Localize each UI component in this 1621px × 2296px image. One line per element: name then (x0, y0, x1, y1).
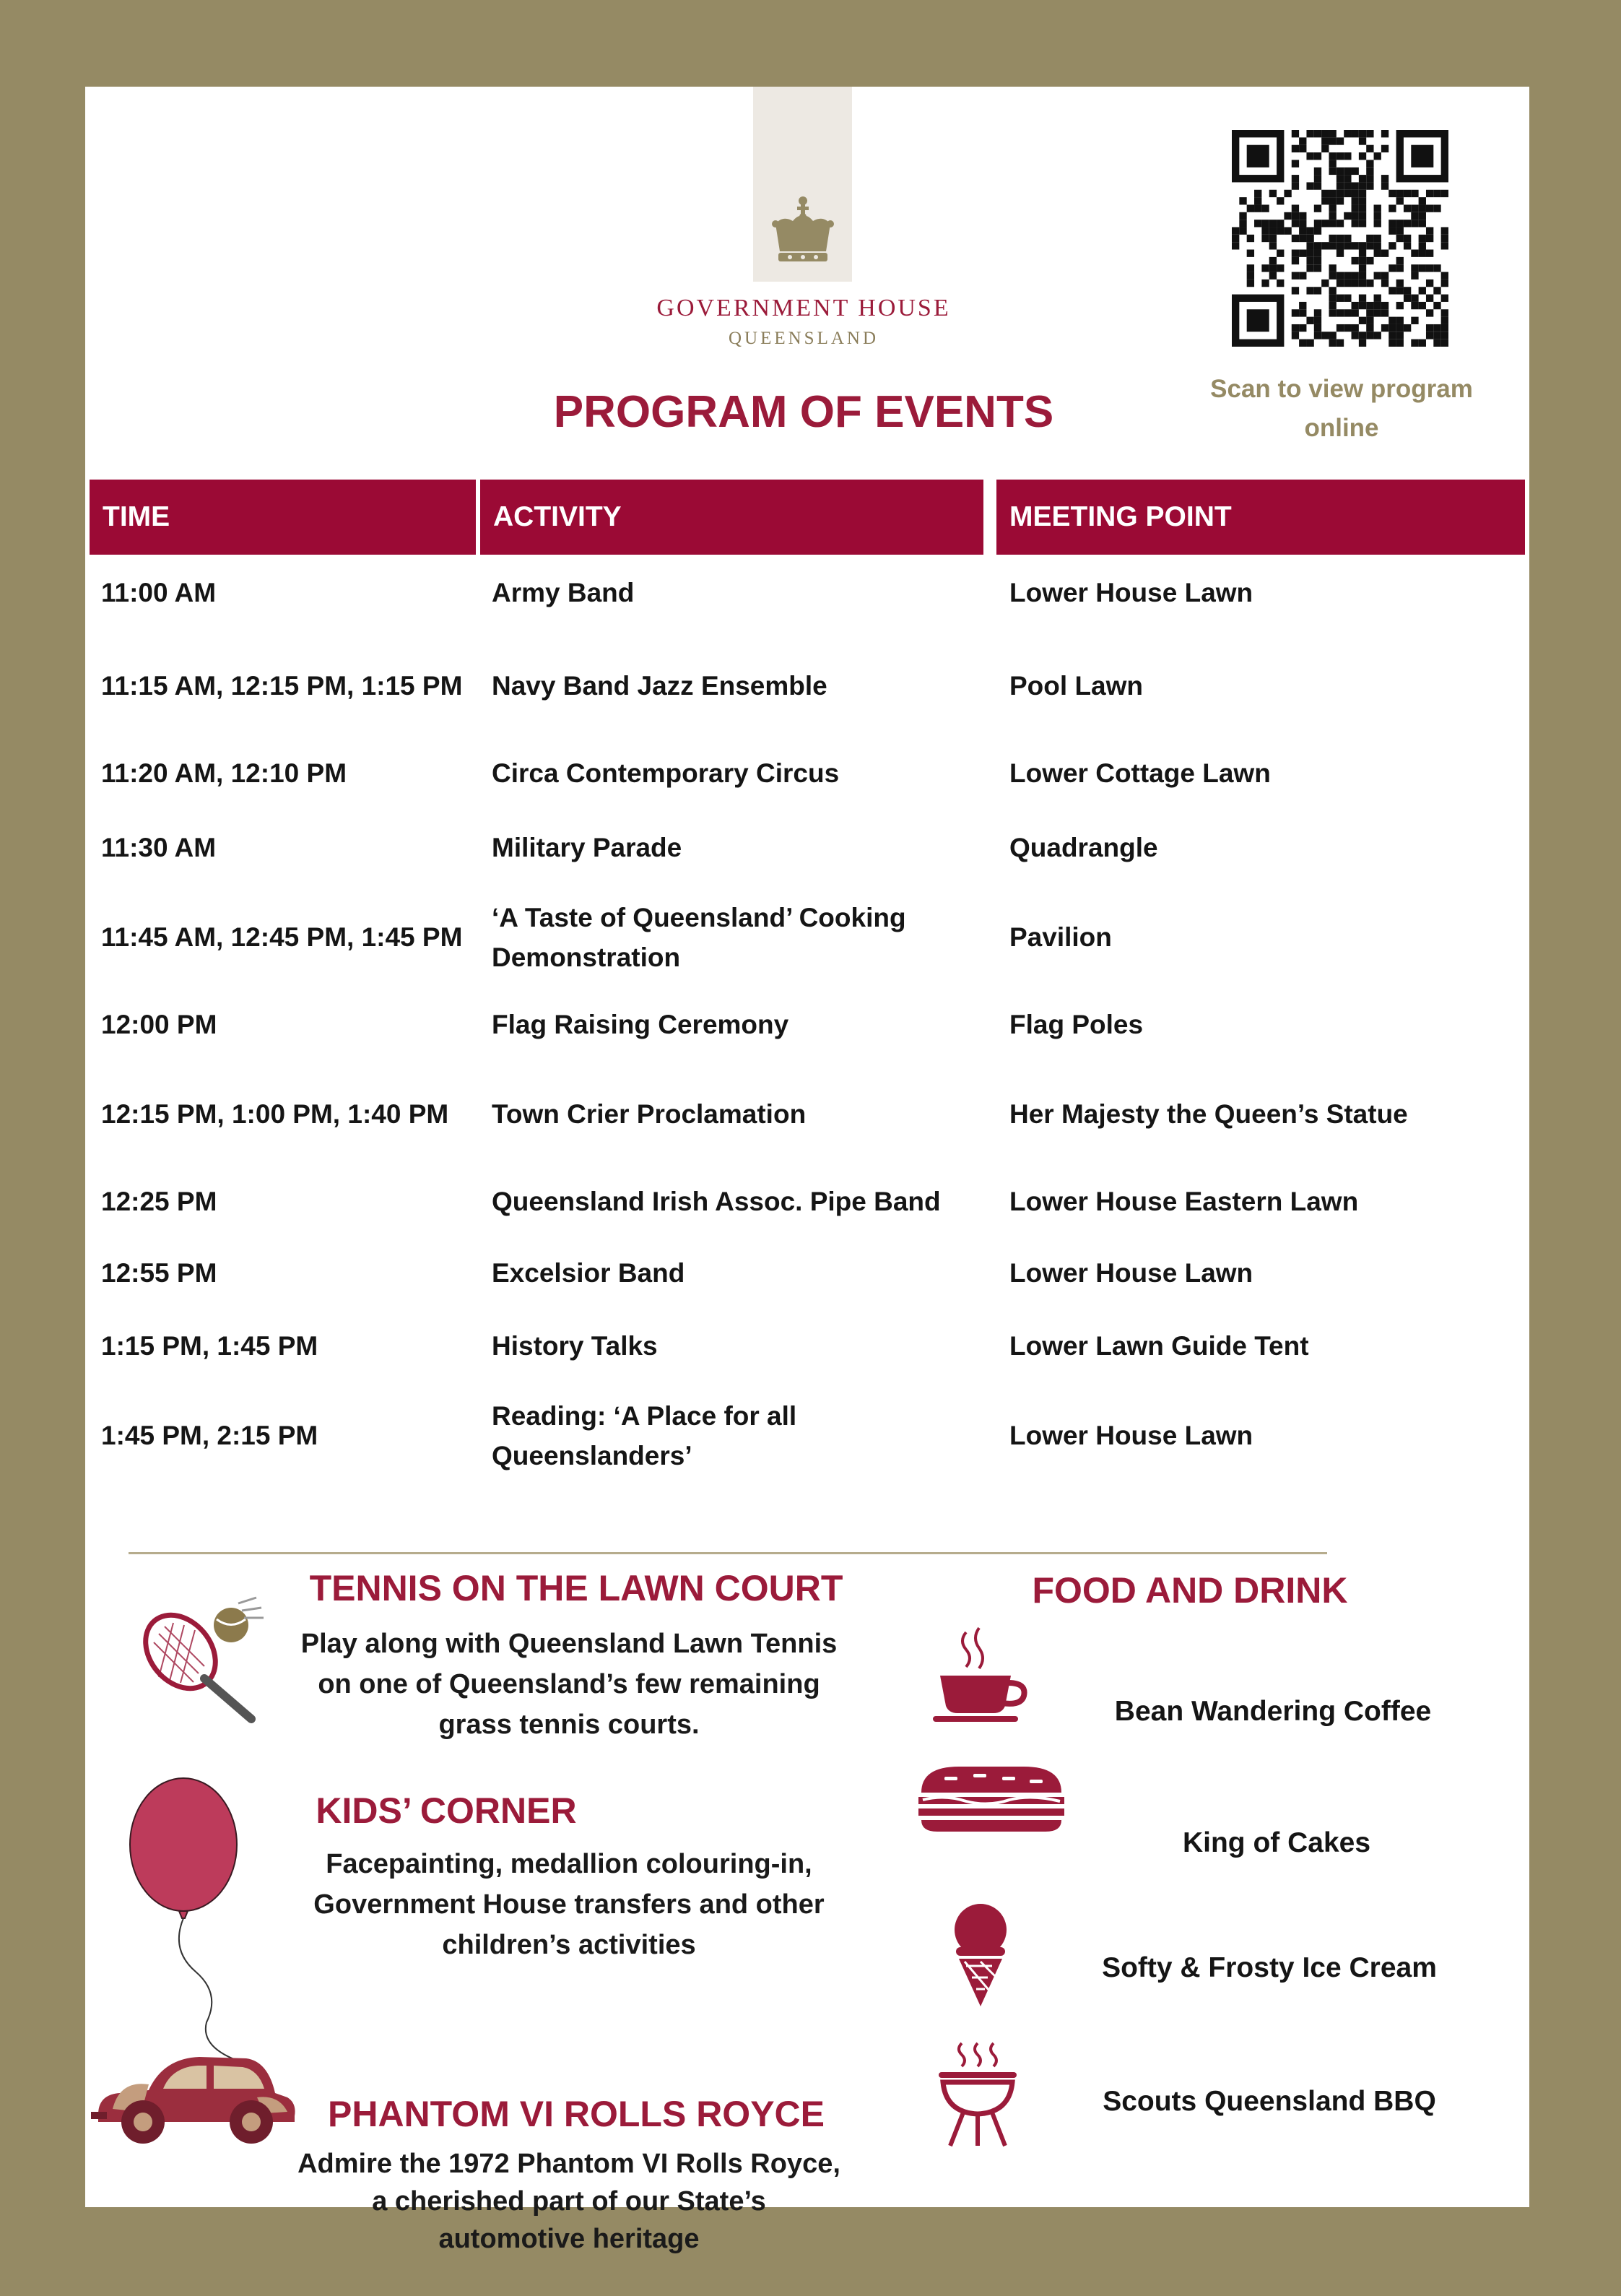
time-cell: 11:15 AM, 12:15 PM, 1:15 PM (101, 671, 463, 701)
qr-code-icon[interactable] (1232, 130, 1448, 347)
car-line2: a cherished part of our State’s (372, 2186, 766, 2217)
qr-caption (1168, 370, 1515, 448)
activity-cell: Excelsior Band (492, 1257, 685, 1288)
meeting-point-cell: Lower House Lawn (1009, 1421, 1253, 1450)
time-cell: 12:15 PM, 1:00 PM, 1:40 PM (101, 1099, 449, 1129)
kids-line1: Facepainting, medallion colouring-in, (326, 1849, 812, 1879)
table-row (85, 1394, 1529, 1477)
car-line1: Admire the 1972 Phantom VI Rolls Royce, (297, 2149, 840, 2179)
meeting-point-cell: Lower Lawn Guide Tent (1009, 1330, 1309, 1361)
vendor-bean-wandering-coffee: Bean Wandering Coffee (1114, 1696, 1432, 1727)
table-row (85, 567, 1529, 618)
tennis-line1: Play along with Queensland Lawn Tennis (300, 1629, 838, 1659)
bbq-grill-icon (934, 2040, 1021, 2149)
activity-cell: ‘A Taste of Queensland’ Cooking Demonstration (492, 902, 906, 972)
table-row (85, 896, 1529, 979)
activity-cell: Reading: ‘A Place for all Queenslanders’ (492, 1400, 797, 1470)
org-name: GOVERNMENT HOUSE (656, 295, 951, 321)
meeting-point-cell: Pavilion (1009, 922, 1112, 952)
food-title: FOOD AND DRINK (1032, 1570, 1348, 1611)
activity-cell: Navy Band Jazz Ensemble (492, 671, 827, 701)
time-cell: 12:00 PM (101, 1009, 217, 1039)
balloon-icon (127, 1777, 257, 2080)
activity-cell: Circa Contemporary Circus (492, 758, 840, 788)
tennis-line2: on one of Queensland’s few remaining (318, 1669, 820, 1699)
activity-cell: Flag Raising Ceremony (492, 1009, 789, 1039)
meeting-point-cell: Lower House Lawn (1009, 577, 1253, 607)
column-header-activity: ACTIVITY (480, 480, 983, 555)
tennis-line3: grass tennis courts. (438, 1710, 700, 1740)
kids-title: KIDS’ CORNER (316, 1790, 577, 1831)
crown-icon (768, 195, 838, 271)
kids-description (258, 1844, 879, 1965)
vendor-scouts-queensland-bbq: Scouts Queensland BBQ (1103, 2086, 1436, 2117)
program-sheet (85, 87, 1529, 2254)
column-header-meeting-point: MEETING POINT (996, 480, 1525, 555)
table-row (85, 999, 1529, 1049)
meeting-point-cell: Flag Poles (1009, 1009, 1144, 1039)
time-cell: 11:30 AM (101, 832, 217, 862)
meeting-point-cell: Lower House Eastern Lawn (1009, 1186, 1359, 1216)
meeting-point-cell: Lower House Lawn (1009, 1257, 1253, 1288)
table-row (85, 644, 1529, 727)
car-title: PHANTOM VI ROLLS ROYCE (327, 2094, 825, 2134)
time-cell: 11:45 AM, 12:45 PM, 1:45 PM (101, 922, 463, 952)
time-cell: 11:20 AM, 12:10 PM (101, 758, 347, 788)
table-row (85, 1073, 1529, 1156)
time-cell: 1:15 PM, 1:45 PM (101, 1330, 318, 1361)
org-subtitle: QUEENSLAND (728, 329, 879, 348)
table-row (85, 1176, 1529, 1226)
page-title: PROGRAM OF EVENTS (553, 387, 1054, 437)
meeting-point-cell: Quadrangle (1009, 832, 1158, 862)
time-cell: 11:00 AM (101, 577, 217, 607)
vendor-king-of-cakes: King of Cakes (1182, 1827, 1371, 1858)
time-cell: 1:45 PM, 2:15 PM (101, 1421, 318, 1450)
section-divider (129, 1552, 1327, 1554)
activity-cell: Town Crier Proclamation (492, 1099, 807, 1129)
table-row (85, 748, 1529, 798)
sandwich-icon (916, 1762, 1067, 1834)
column-header-time: TIME (90, 480, 476, 555)
vendor-softy-frosty-ice-cream: Softy & Frosty Ice Cream (1102, 1952, 1437, 1983)
tennis-description (258, 1624, 879, 1745)
qr-caption-line2: online (1304, 414, 1379, 442)
kids-line2: Government House transfers and other (313, 1889, 825, 1920)
car-description (258, 2145, 879, 2258)
meeting-point-cell: Lower Cottage Lawn (1009, 758, 1271, 788)
meeting-point-cell: Her Majesty the Queen’s Statue (1009, 1099, 1408, 1129)
ice-cream-icon (944, 1901, 1017, 2009)
car-line3: automotive heritage (438, 2224, 700, 2254)
table-row (85, 1247, 1529, 1298)
tennis-title: TENNIS ON THE LAWN COURT (309, 1568, 843, 1608)
activity-cell: Queensland Irish Assoc. Pipe Band (492, 1186, 941, 1216)
table-row (85, 822, 1529, 872)
time-cell: 12:55 PM (101, 1257, 217, 1288)
qr-caption-line1: Scan to view program (1210, 375, 1473, 403)
vintage-car-icon (91, 2037, 300, 2152)
tennis-racket-icon (130, 1590, 267, 1728)
meeting-point-cell: Pool Lawn (1009, 671, 1143, 701)
activity-cell: Military Parade (492, 832, 682, 862)
time-cell: 12:25 PM (101, 1186, 217, 1216)
kids-line3: children’s activities (442, 1930, 696, 1960)
activity-cell: History Talks (492, 1330, 658, 1361)
coffee-cup-icon (930, 1625, 1031, 1726)
activity-cell: Army Band (492, 577, 635, 607)
table-row (85, 1320, 1529, 1371)
